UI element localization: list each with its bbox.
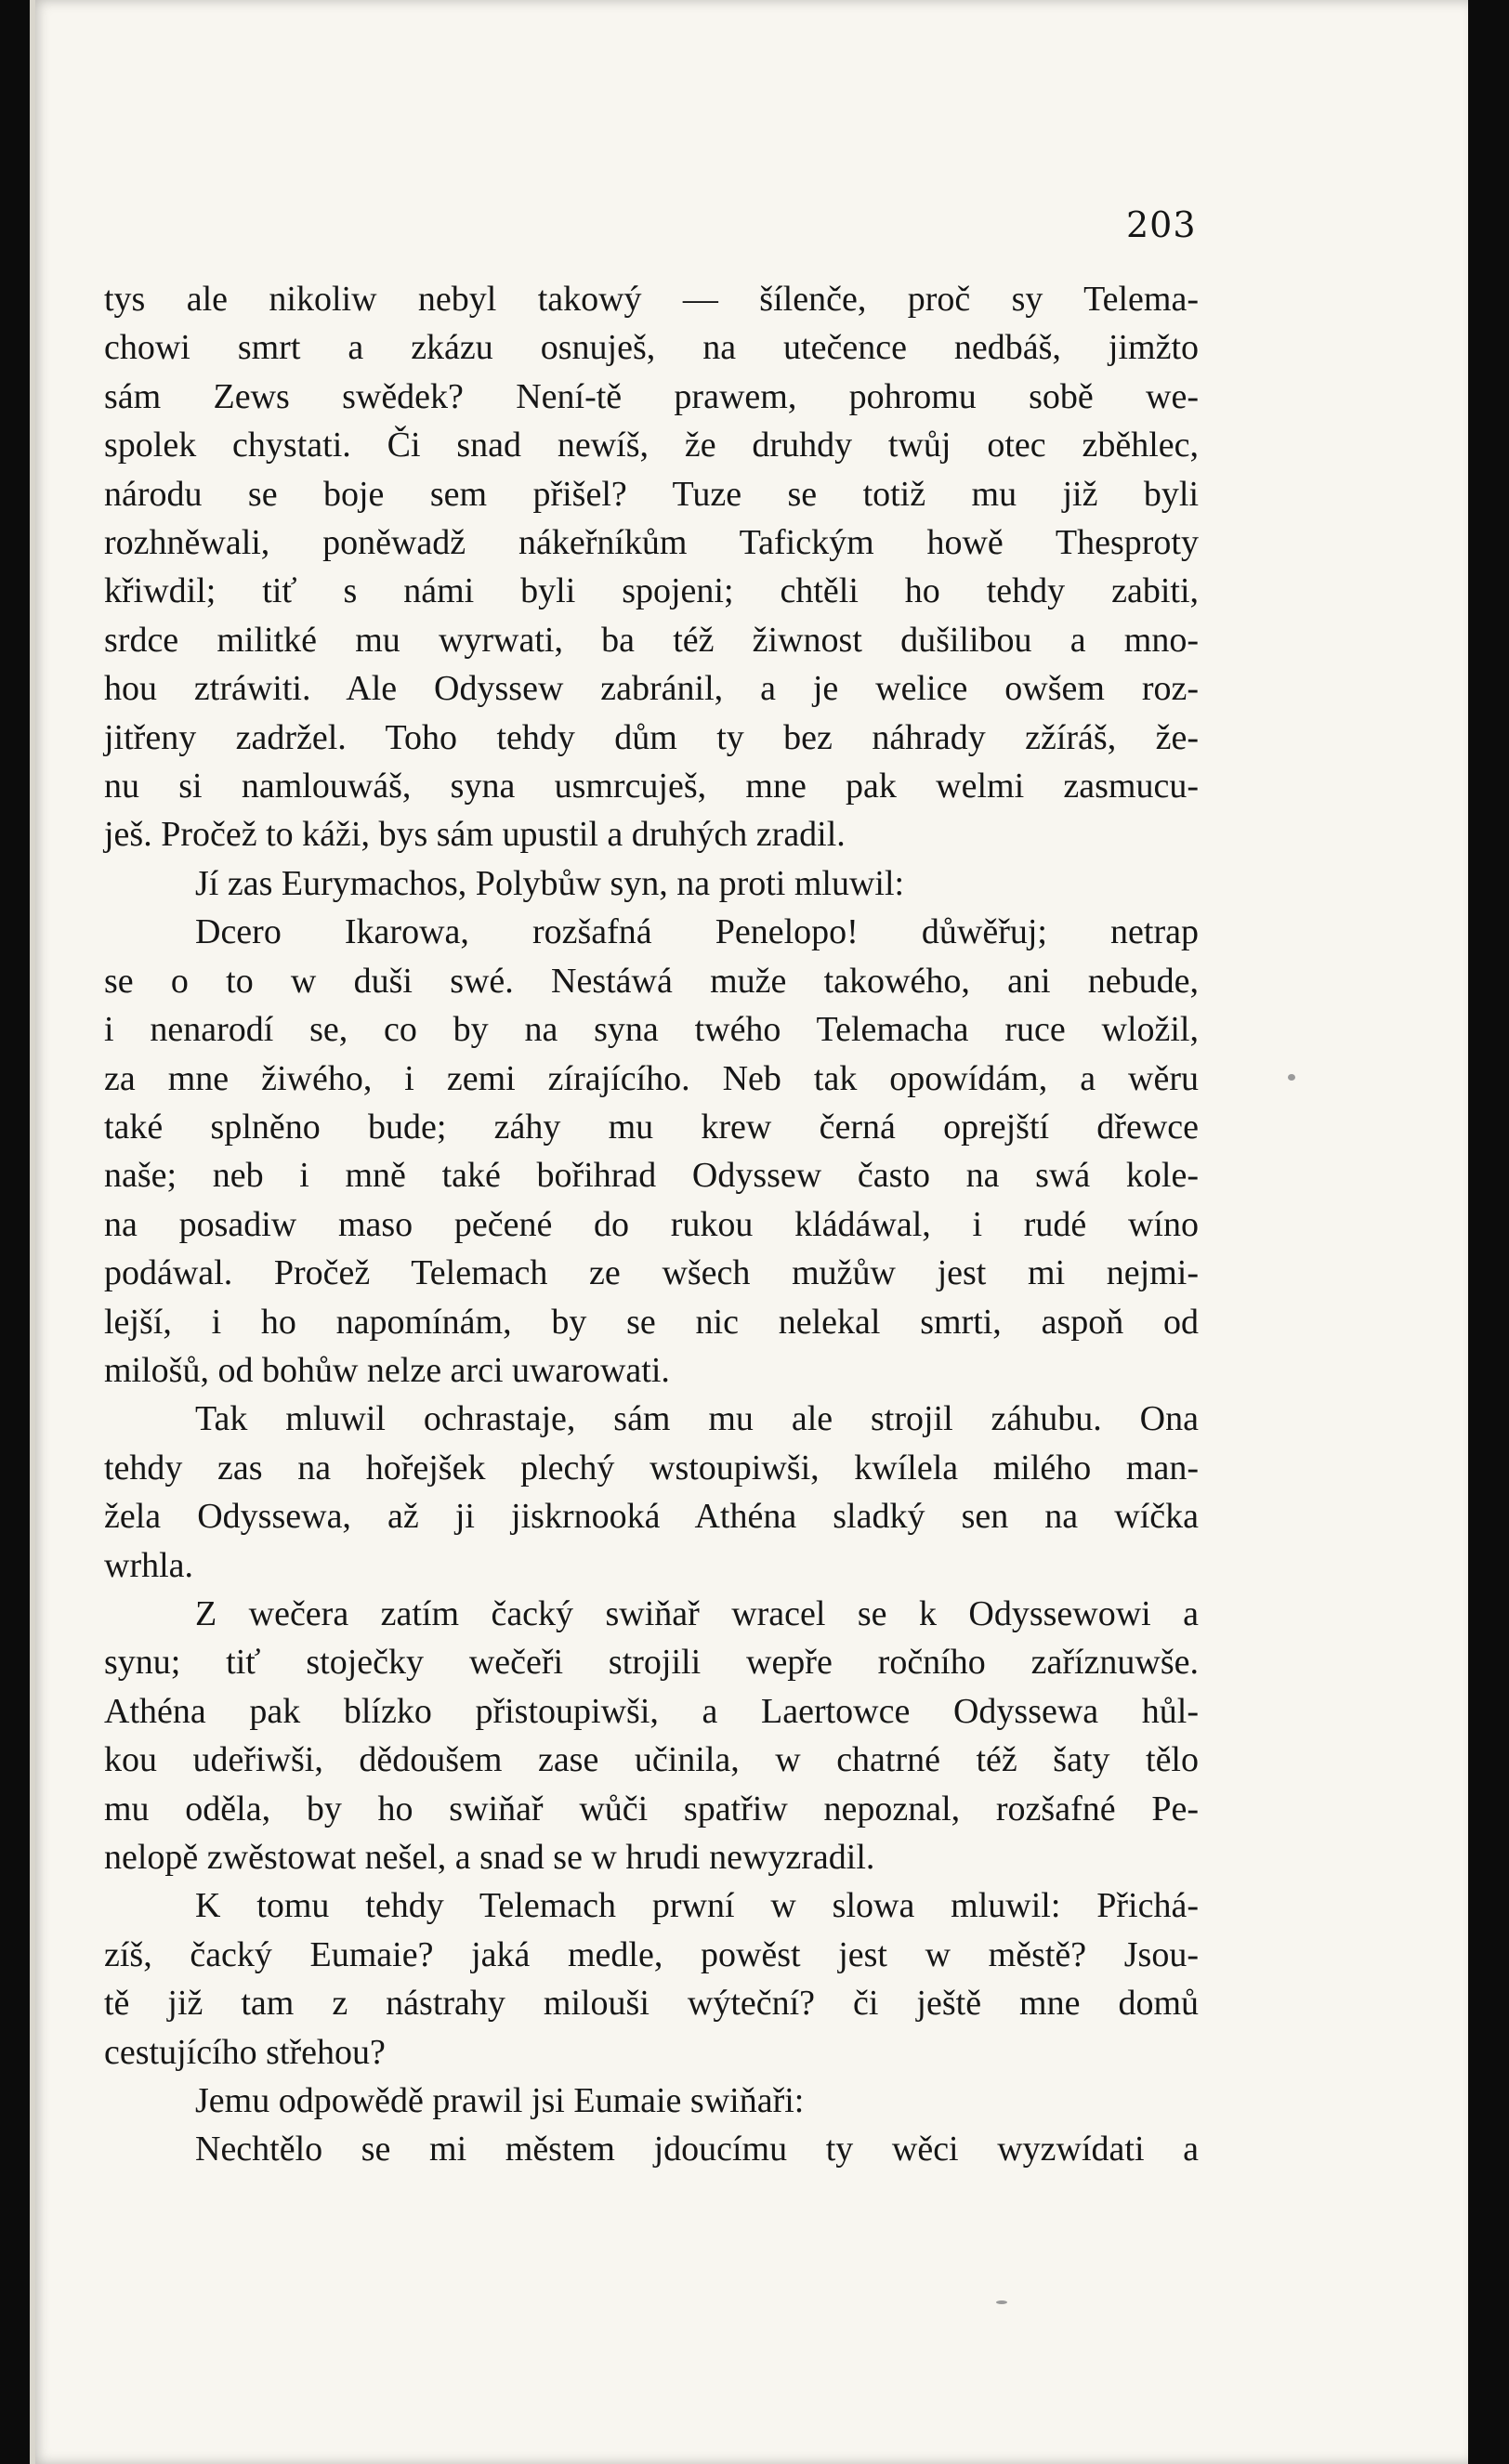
text-line: Dcero Ikarowa, rozšafná Penelopo! důwěřuj; netrap <box>195 912 1199 952</box>
paper-speck <box>996 2300 1007 2304</box>
page-number: 203 <box>1126 204 1197 245</box>
text-line: národu se boje sem přišel? Tuze se totiž mu již byli <box>104 474 1199 514</box>
text-line: podáwal. Pročež Telemach ze wšech mužůw jest mi nejmi- <box>104 1253 1199 1293</box>
text-line: lejší, i ho napomínám, by se nic nelekal smrti, aspoň od <box>104 1302 1199 1342</box>
paper-speck <box>1288 1074 1295 1081</box>
text-line: se o to w duši swé. Nestáwá muže takowého, ani nebude, <box>104 961 1199 1001</box>
page-text <box>104 275 1199 2174</box>
text-line: naše; neb i mně také bořihrad Odyssew často na swá kole- <box>104 1156 1199 1196</box>
text-line: jitřeny zadržel. Toho tehdy dům ty bez náhrady zžíráš, že- <box>104 717 1199 757</box>
text-line: kou udeřiwši, dědoušem zase učinila, w chatrné též šaty tělo <box>104 1740 1199 1780</box>
text-line: mu oděla, by ho swiňař wůči spatřiw nepoznal, rozšafné Pe- <box>104 1789 1199 1828</box>
text-line: na posadiw maso pečené do rukou kládáwal, i rudé wíno <box>104 1204 1199 1244</box>
text-line: nelopě zwěstowat nešel, a snad se w hrudi newyzradil. <box>104 1838 875 1877</box>
text-line: Athéna pak blízko přistoupiwši, a Laertowce Odyssewa hůl- <box>104 1691 1199 1731</box>
text-line: milošů, od bohůw nelze arci uwarowati. <box>104 1350 670 1390</box>
text-line: žela Odyssewa, až ji jiskrnooká Athéna sladký sen na wíčka <box>104 1497 1199 1537</box>
text-line: hou ztráwiti. Ale Odyssew zabránil, a je welice owšem roz- <box>104 669 1199 709</box>
text-line: wrhla. <box>104 1545 194 1585</box>
text-line: K tomu tehdy Telemach prwní w slowa mluwil: Přichá- <box>195 1886 1199 1926</box>
text-line: rozhněwali, poněwadž nákeřníkům Tafickým howě Thesproty <box>104 523 1199 563</box>
text-line: Tak mluwil ochrastaje, sám mu ale strojil záhubu. Ona <box>195 1399 1199 1439</box>
text-line: spolek chystati. Či snad newíš, že druhdy twůj otec zběhlec, <box>104 426 1199 465</box>
text-line: ješ. Pročež to káži, bys sám upustil a druhých zradil. <box>104 815 846 855</box>
text-line: také splněno bude; záhy mu krew černá oprejští dřewce <box>104 1107 1199 1147</box>
text-line: sám Zews swědek? Není-tě prawem, pohromu sobě we- <box>104 376 1199 416</box>
text-line: tehdy zas na hořejšek plechý wstoupiwši, kwílela milého man- <box>104 1448 1199 1488</box>
text-line: Z wečera zatím čacký swiňař wracel se k Odyssewowi a <box>195 1593 1199 1633</box>
text-line: Jí zas Eurymachos, Polybůw syn, na proti mluwil: <box>195 863 905 903</box>
text-line: Nechtělo se mi městem jdoucímu ty wěci wyzwídati a <box>195 2130 1199 2169</box>
text-line: tys ale nikoliw nebyl takowý — šílenče, proč sy Telema- <box>104 280 1199 319</box>
text-line: cestujícího střehou? <box>104 2032 386 2072</box>
text-line: nu si namlouwáš, syna usmrcuješ, mne pak welmi zasmucu- <box>104 767 1199 806</box>
text-line: zíš, čacký Eumaie? jaká medle, powěst jest w městě? Jsou- <box>104 1934 1199 1974</box>
text-line: synu; tiť stoječky wečeři strojili wepře ročního zaříznuwše. <box>104 1643 1199 1683</box>
text-line: Jemu odpowědě prawil jsi Eumaie swiňaři: <box>195 2081 805 2121</box>
page-edge <box>30 0 35 2464</box>
text-line: i nenarodí se, co by na syna twého Telemacha ruce wložil, <box>104 1010 1199 1050</box>
text-line: tě již tam z nástrahy milouši wýteční? či ještě mne domů <box>104 1984 1199 2024</box>
text-line: křiwdil; tiť s námi byli spojeni; chtěli ho tehdy zabiti, <box>104 571 1199 611</box>
text-line: za mne žiwého, i zemi zírajícího. Neb tak opowídám, a wěru <box>104 1058 1199 1098</box>
text-line: srdce militké mu wyrwati, ba též žiwnost dušilibou a mno- <box>104 620 1199 660</box>
text-line: chowi smrt a zkázu osnuješ, na utečence nedbáš, jimžto <box>104 328 1199 368</box>
